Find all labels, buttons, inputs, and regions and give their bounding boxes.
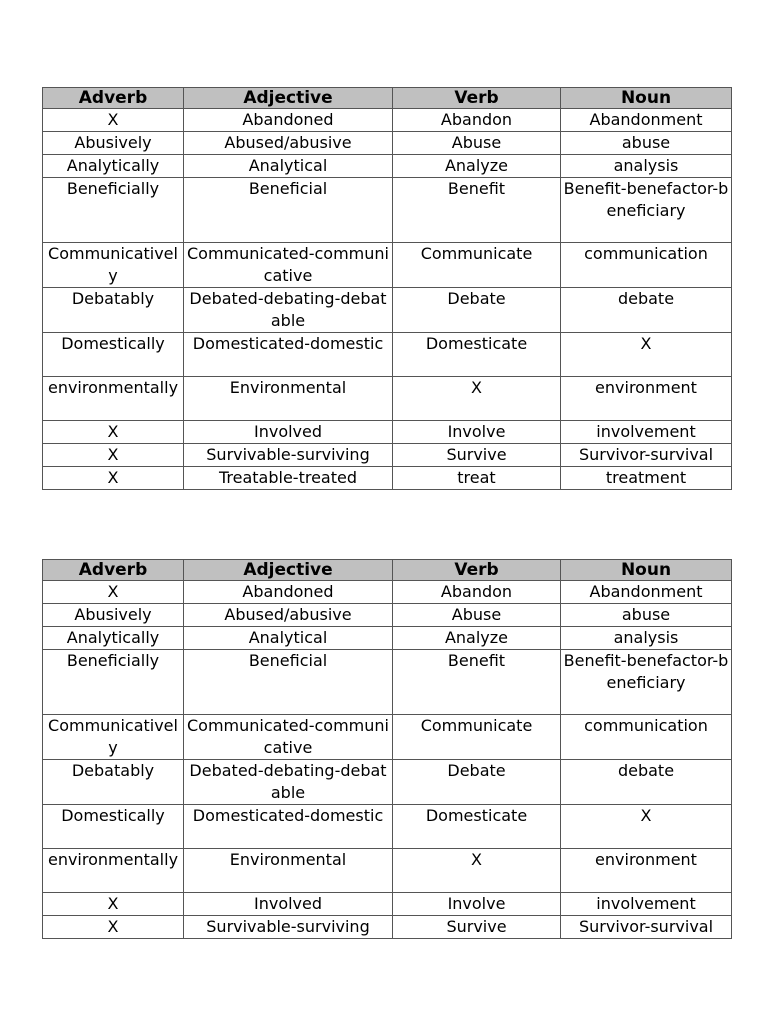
adjective-cell: Analytical: [184, 627, 393, 650]
adjective-cell: Survivable-surviving: [184, 444, 393, 467]
adverb-cell: X: [43, 421, 184, 444]
verb-cell: Abandon: [393, 109, 561, 132]
table-row: [43, 604, 732, 627]
header-verb: Verb: [393, 560, 561, 581]
adjective-cell: Abandoned: [184, 581, 393, 604]
verb-cell: X: [393, 377, 561, 421]
adverb-cell: X: [43, 467, 184, 490]
noun-cell: environment: [561, 849, 732, 893]
adverb-cell: X: [43, 893, 184, 916]
noun-cell: Benefit-benefactor-beneficiary: [561, 650, 732, 715]
noun-cell: Survivor-survival: [561, 916, 732, 939]
adjective-cell: Survivable-surviving: [184, 916, 393, 939]
verb-cell: Survive: [393, 444, 561, 467]
noun-cell: involvement: [561, 421, 732, 444]
noun-cell: analysis: [561, 627, 732, 650]
adverb-cell: Beneficially: [43, 178, 184, 243]
header-noun: Noun: [561, 560, 732, 581]
adverb-cell: Debatably: [43, 288, 184, 333]
noun-cell: treatment: [561, 467, 732, 490]
adjective-cell: Abused/abusive: [184, 132, 393, 155]
adverb-cell: Communicatively: [43, 715, 184, 760]
table-row: [43, 760, 732, 805]
table-row: [43, 627, 732, 650]
noun-cell: X: [561, 805, 732, 849]
noun-cell: debate: [561, 288, 732, 333]
adverb-cell: environmentally: [43, 849, 184, 893]
verb-cell: Involve: [393, 421, 561, 444]
word-forms-table-2: [42, 559, 732, 939]
verb-cell: Communicate: [393, 243, 561, 288]
adverb-cell: Beneficially: [43, 650, 184, 715]
table-row: [43, 132, 732, 155]
noun-cell: Benefit-benefactor-beneficiary: [561, 178, 732, 243]
adjective-cell: Involved: [184, 421, 393, 444]
table-row: [43, 467, 732, 490]
table-row: [43, 243, 732, 288]
adjective-cell: Communicated-communicative: [184, 243, 393, 288]
header-adjective: Adjective: [184, 88, 393, 109]
verb-cell: X: [393, 849, 561, 893]
table-row: [43, 805, 732, 849]
header-adverb: Adverb: [43, 88, 184, 109]
table-row: [43, 178, 732, 243]
adjective-cell: Domesticated-domestic: [184, 805, 393, 849]
adjective-cell: Abused/abusive: [184, 604, 393, 627]
adjective-cell: Involved: [184, 893, 393, 916]
adverb-cell: Abusively: [43, 604, 184, 627]
verb-cell: Abuse: [393, 132, 561, 155]
verb-cell: Benefit: [393, 650, 561, 715]
header-adjective: Adjective: [184, 560, 393, 581]
noun-cell: Survivor-survival: [561, 444, 732, 467]
header-adverb: Adverb: [43, 560, 184, 581]
adverb-cell: environmentally: [43, 377, 184, 421]
adverb-cell: Abusively: [43, 132, 184, 155]
noun-cell: environment: [561, 377, 732, 421]
header-noun: Noun: [561, 88, 732, 109]
verb-cell: treat: [393, 467, 561, 490]
verb-cell: Debate: [393, 760, 561, 805]
adverb-cell: Communicatively: [43, 243, 184, 288]
table-row: [43, 444, 732, 467]
table-row: [43, 288, 732, 333]
noun-cell: communication: [561, 715, 732, 760]
verb-cell: Domesticate: [393, 805, 561, 849]
adjective-cell: Environmental: [184, 849, 393, 893]
table-row: [43, 333, 732, 377]
adjective-cell: Domesticated-domestic: [184, 333, 393, 377]
noun-cell: abuse: [561, 604, 732, 627]
verb-cell: Communicate: [393, 715, 561, 760]
verb-cell: Abuse: [393, 604, 561, 627]
noun-cell: communication: [561, 243, 732, 288]
adjective-cell: Environmental: [184, 377, 393, 421]
table-row: [43, 849, 732, 893]
adverb-cell: Debatably: [43, 760, 184, 805]
adjective-cell: Debated-debating-debatable: [184, 288, 393, 333]
adverb-cell: X: [43, 581, 184, 604]
adjective-cell: Treatable-treated: [184, 467, 393, 490]
adjective-cell: Debated-debating-debatable: [184, 760, 393, 805]
table-row: [43, 581, 732, 604]
verb-cell: Analyze: [393, 155, 561, 178]
adverb-cell: Domestically: [43, 333, 184, 377]
adjective-cell: Beneficial: [184, 650, 393, 715]
verb-cell: Analyze: [393, 627, 561, 650]
header-row: [43, 560, 732, 581]
adverb-cell: Analytically: [43, 155, 184, 178]
table-row: [43, 893, 732, 916]
verb-cell: Abandon: [393, 581, 561, 604]
word-forms-table-1: [42, 87, 732, 490]
table-row: [43, 650, 732, 715]
noun-cell: debate: [561, 760, 732, 805]
adverb-cell: Domestically: [43, 805, 184, 849]
verb-cell: Involve: [393, 893, 561, 916]
adjective-cell: Abandoned: [184, 109, 393, 132]
adverb-cell: X: [43, 109, 184, 132]
table-row: [43, 715, 732, 760]
header-verb: Verb: [393, 88, 561, 109]
table-row: [43, 377, 732, 421]
noun-cell: involvement: [561, 893, 732, 916]
adjective-cell: Analytical: [184, 155, 393, 178]
adverb-cell: X: [43, 916, 184, 939]
table-row: [43, 155, 732, 178]
noun-cell: abuse: [561, 132, 732, 155]
noun-cell: Abandonment: [561, 109, 732, 132]
verb-cell: Survive: [393, 916, 561, 939]
adverb-cell: Analytically: [43, 627, 184, 650]
noun-cell: Abandonment: [561, 581, 732, 604]
header-row: [43, 88, 732, 109]
table-row: [43, 109, 732, 132]
adverb-cell: X: [43, 444, 184, 467]
noun-cell: analysis: [561, 155, 732, 178]
table-row: [43, 916, 732, 939]
verb-cell: Debate: [393, 288, 561, 333]
adjective-cell: Communicated-communicative: [184, 715, 393, 760]
noun-cell: X: [561, 333, 732, 377]
table-row: [43, 421, 732, 444]
adjective-cell: Beneficial: [184, 178, 393, 243]
verb-cell: Domesticate: [393, 333, 561, 377]
verb-cell: Benefit: [393, 178, 561, 243]
